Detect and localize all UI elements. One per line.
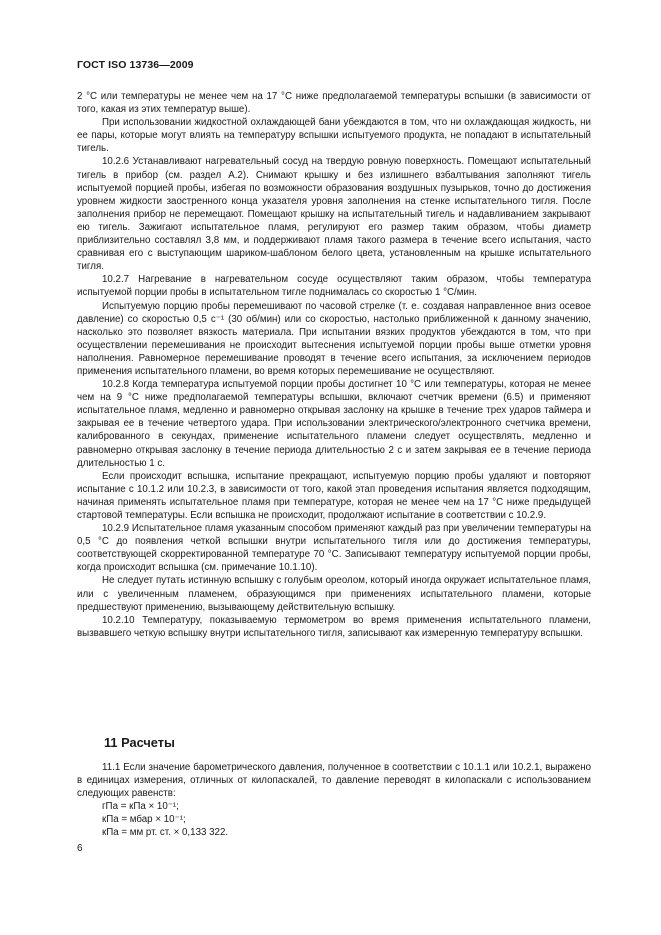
page-number: 6 — [77, 843, 83, 854]
document-header: ГОСТ ISO 13736—2009 — [77, 59, 194, 71]
paragraph: 10.2.6 Устанавливают нагревательный сосуд на твердую ровную поверхность. Помещают испытательный тигель в прибор (см. раздел А.2). Снимают крышку и без излишнего взбалтывания заполняют тигель испытуемой порцией пробы, избегая по возможности образования воздушных пузырьков, точно до достижения уровнем жидкости заостренного конца указателя уровня заполнения на стенке испытательного тигля. После заполнения прибор не перемещают. Помещают крышку на испытательный тигель и надавливанием закрывают ею тигель. Зажигают испытательное пламя, регулируют его размер таким образом, чтобы диаметр приблизительно составлял 3,8 мм, и поддерживают пламя такого размера в течение всего испытания, часто сравнивая его с выступающим шариком-шаблоном белого цвета, установленным на крышке испытательного тигля. — [77, 156, 591, 273]
paragraph: 10.2.9 Испытательное пламя указанным способом применяют каждый раз при увеличении температуры на 0,5 °С до появления четкой вспышки внутри испытательного тигля или до достижения температуры, соответствующей скорректированной температуре 70 °С. Записывают температуру испытуемой порции пробы, когда происходит вспышка (см. примечание 10.1.10). — [77, 523, 591, 574]
paragraph: При использовании жидкостной охлаждающей бани убеждаются в том, что ни охлаждающая жидкость, ни ее пары, которые могут влиять на температуру вспышки испытуемого продукта, не попадают в испытательный тигель. — [77, 117, 591, 155]
paragraph: Испытуемую порцию пробы перемешивают по часовой стрелке (т. е. создавая направленное вниз осевое давление) со скоростью 0,5 с⁻¹ (30 об/мин) или со скоростью, настолько приближенной к данному значению, насколько это позволяет вязкость материала. При испытании вязких продуктов убеждаются в том, что при осуществлении перемешивания не происходит вытеснения испытуемой порции пробы выше отметки уровня наполнения. Равномерное перемешивание проводят в течение всего испытания, за исключением периодов применения испытательного пламени, во время которых перемешивание не осуществляют. — [77, 300, 591, 377]
section-heading: 11 Расчеты — [104, 735, 175, 750]
section-body — [77, 761, 591, 840]
formula-line: кПа = мм рт. ст. × 0,133 322. — [102, 827, 229, 839]
paragraph: 10.2.8 Когда температура испытуемой порции пробы достигнет 10 °С или температуры, которая не менее чем на 9 °С ниже предполагаемой температуры вспышки, включают счетчик времени (6.5) и применяют испытательное пламя, медленно и равномерно открывая заслонку на крышке в течение трех ударов таймера и закрывая ее в течение четвертого удара. При использовании электрического/электронного счетчика времени, калиброванного в секундах, применение испытательного пламени следует осуществлять, медленно и равномерно открывая заслонку в течение периода длительностью 2 с и затем закрывая ее в течение периода длительностью 1 с. — [77, 379, 591, 469]
paragraph: 11.1 Если значение барометрического давления, полученное в соответствии с 10.1.1 или 10.2.1, выражено в единицах измерения, отличных от килопаскалей, то давление переводят в килопаскали с использованием следующих равенств: — [77, 762, 591, 800]
paragraph: 2 °С или температуры не менее чем на 17 °С ниже предполагаемой температуры вспышки (в зависимости от того, какая из этих температур выше). — [77, 91, 591, 116]
paragraph: 10.2.7 Нагревание в нагревательном сосуде осуществляют таким образом, чтобы температура испытуемой порции пробы в испытательном тигле поднималась со скоростью 1 °С/мин. — [77, 274, 591, 299]
paragraph: Если происходит вспышка, испытание прекращают, испытуемую порцию пробы удаляют и повторяют испытание с 10.1.2 или 10.2.3, в зависимости от того, какой этап проведения испытания является подходящим, начиная применять испытательное пламя при температуре, которая не менее чем на 17 °С ниже предыдущей стартовой температуры. Если вспышка не происходит, продолжают испытание в соответствии с 10.2.9. — [77, 470, 591, 521]
paragraph: Не следует путать истинную вспышку с голубым ореолом, который иногда окружает испытательное пламя, или с увеличенным пламенем, образующимся при применениях испытательного пламени, которые предшествуют применению, вызывающему действительную вспышку. — [77, 575, 591, 613]
formula-line: гПа = кПа × 10⁻¹; — [102, 801, 179, 813]
paragraph: 10.2.10 Температуру, показываемую термометром во время применения испытательного пламени, вызвавшего четкую вспышку внутри испытательного тигля, записывают как измеренную температуру вспышки. — [77, 614, 591, 639]
formula-line: кПа = мбар × 10⁻¹; — [102, 814, 186, 826]
body-text — [77, 90, 591, 640]
